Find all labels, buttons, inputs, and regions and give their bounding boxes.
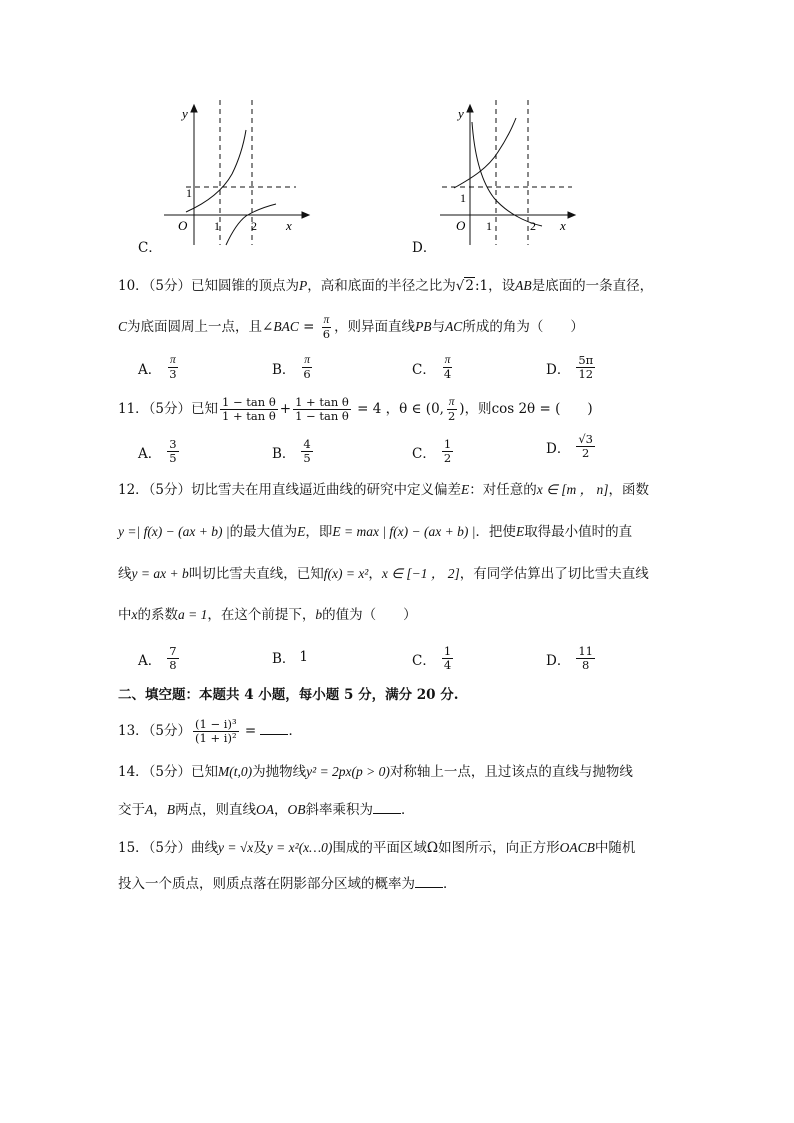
graph-d: [410, 100, 590, 250]
x-label: x: [286, 218, 292, 233]
y-axis-arrow: [467, 105, 473, 112]
curve-left: [186, 130, 246, 212]
q13-answer-blank[interactable]: [260, 722, 288, 735]
origin-label: O: [456, 218, 466, 233]
q11-line: 11．（5分）已知 $\frac{\text{1 − tan θ}}{\text{1 + tan θ}}$ + $\frac{\text{1 + tan θ}}{\text{1 − tan θ}}$ = 4 ，θ ∈ (0, $\frac{\pi}{2}$ )，则cos 2θ = ( ): [118, 395, 593, 423]
y-axis-arrow: [191, 105, 197, 112]
q14-line1: 14．（5分）已知M(t,0)为抛物线y² = 2px(p > 0)对称轴上一点，且过该点的直线与抛物线: [118, 764, 633, 780]
origin-label: O: [178, 218, 188, 233]
x-label: x: [560, 218, 566, 233]
q12-option-b[interactable]: B． 1: [272, 649, 309, 667]
q13-line: 13．（5分） $\frac{\text{(1 − i)³}}{\text{(1 + i)²}}$ = ．: [118, 717, 302, 745]
graph-c-label: C．: [138, 240, 162, 256]
tick-x2: 2: [251, 219, 257, 233]
q14-line2: 交于A，B两点，则直线OA，OB斜率乘积为 ．: [118, 802, 415, 818]
q15-line2: 投入一个质点，则质点落在阴影部分区域的概率为 ．: [118, 876, 457, 892]
q12-line2: y =| f(x) − (ax + b) |的最大值为E，即E = max | f(x) − (ax + b) |．把使E取得最小值时的直: [118, 524, 633, 540]
q10-line1: 10．（5分）已知圆锥的顶点为P，高和底面的半径之比为√2:1，设AB是底面的一条直径，: [118, 278, 654, 294]
q12-line3: 线y = ax + b叫切比雪夫直线，已知f(x) = x²，x ∈ [−1 ， 2]，有同学估算出了切比雪夫直线: [118, 566, 649, 582]
tick-x2: 2: [530, 219, 536, 233]
q10-option-d[interactable]: D． $\frac{5\pi}{12}$: [546, 353, 594, 381]
q10-option-a[interactable]: A． $\frac{\pi}{3}$: [138, 354, 177, 381]
q15-line1: 15．（5分）曲线y = √x及y = x²(x…0)围成的平面区域Ω如图所示，向正方形OACB中随机: [118, 840, 636, 856]
q10-line2: C为底面圆周上一点，且∠BAC = $\frac{\pi}{6}$ ，则异面直线PB与AC所成的角为（ ）: [118, 314, 584, 341]
q12-line4: 中x的系数a = 1，在这个前提下，b的值为（ ）: [118, 607, 417, 623]
y-label: y: [458, 106, 464, 121]
tick-x1: 1: [214, 219, 220, 233]
section-fill-in-title: 二、填空题：本题共 4 小题，每小题 5 分，满分 20 分.: [118, 687, 459, 703]
graph-c: [134, 100, 314, 250]
q11-option-b[interactable]: B． $\frac{4}{5}$: [272, 437, 311, 465]
tick-x1: 1: [486, 219, 492, 233]
q10-option-b[interactable]: B． $\frac{\pi}{6}$: [272, 354, 311, 381]
graph-d-label: D．: [412, 240, 437, 256]
q12-option-c[interactable]: C． $\frac{1}{4}$: [412, 644, 452, 672]
q11-option-d[interactable]: D． $\frac{√3}{2}$: [546, 432, 593, 460]
tick-y1: 1: [460, 191, 466, 205]
q12-option-a[interactable]: A． $\frac{7}{8}$: [138, 644, 177, 672]
tick-y1: 1: [186, 186, 192, 200]
q12-line1: 12．（5分）切比雪夫在用直线逼近曲线的研究中定义偏差E：对任意的x ∈ [m ， n]，函数: [118, 482, 650, 498]
q15-answer-blank[interactable]: [415, 875, 443, 888]
q10-option-c[interactable]: C． $\frac{\pi}{4}$: [412, 354, 452, 381]
y-label: y: [182, 106, 188, 121]
q12-option-d[interactable]: D． $\frac{11}{8}$: [546, 644, 593, 672]
q11-option-a[interactable]: A． $\frac{3}{5}$: [138, 437, 177, 465]
x-axis-arrow: [568, 212, 575, 218]
q14-answer-blank[interactable]: [373, 801, 401, 814]
x-axis-arrow: [302, 212, 309, 218]
q11-option-c[interactable]: C． $\frac{1}{2}$: [412, 437, 452, 465]
curve-increasing: [454, 118, 516, 188]
